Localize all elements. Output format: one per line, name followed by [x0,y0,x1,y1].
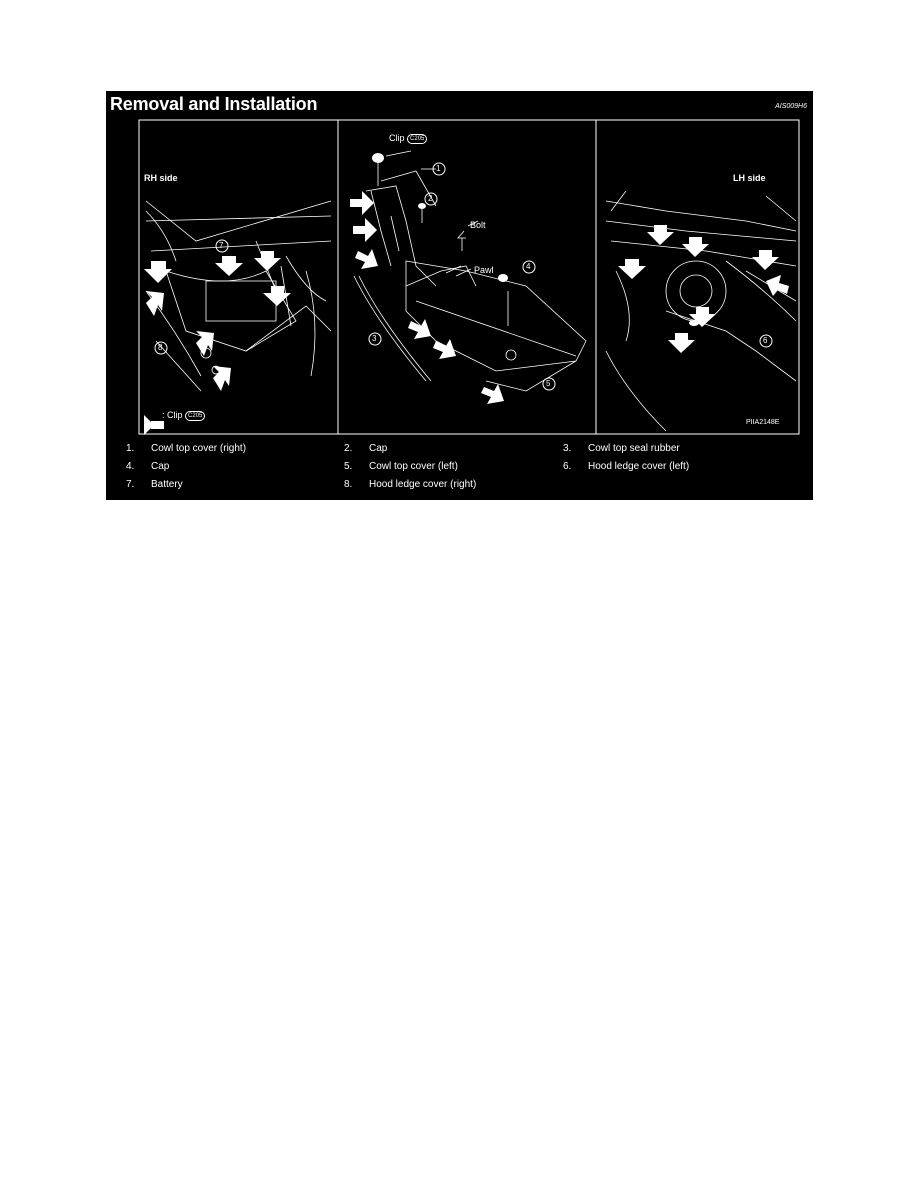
callout-3: 3 [372,334,377,343]
legend-item-6: 6. Hood ledge cover (left) [563,461,690,472]
rh-engine-sketch [146,201,331,391]
figure-code: AIS009H6 [775,103,807,110]
legend-item-2: 2. Cap [344,443,388,454]
diagram-artwork [106,91,813,500]
callout-2: 2 [428,194,433,203]
legend-item-4: 4. Cap [126,461,170,472]
legend-item-3: 3. Cowl top seal rubber [563,443,680,454]
rh-clip-code-badge: C205 [185,411,205,421]
legend-item-1: 1. Cowl top cover (right) [126,443,247,454]
bolt-label: Bolt [470,220,486,230]
center-cowl-sketch [354,171,586,391]
rh-clip-legend: : Clip C205 [162,410,205,421]
pawl-label: Pawl [474,265,494,275]
callout-8: 8 [158,343,163,352]
legend-item-5: 5. Cowl top cover (left) [344,461,458,472]
legend-item-8: 8. Hood ledge cover (right) [344,479,477,490]
part-code: PIIA2148E [746,419,780,426]
callout-6: 6 [763,336,768,345]
rh-arrows [144,251,291,435]
figure-title: Removal and Installation [110,94,318,114]
legend [106,441,813,497]
callout-1: 1 [436,164,441,173]
lh-side-label: LH side [733,173,766,183]
callout-4: 4 [526,262,531,271]
diagram-figure [106,91,813,500]
callout-7: 7 [219,241,224,250]
legend-item-7: 7. Battery [126,479,183,490]
clip-code-badge: C205 [407,134,427,144]
center-clip-label: Clip C205 [389,133,427,144]
rh-side-label: RH side [144,173,178,183]
callout-5: 5 [546,379,551,388]
